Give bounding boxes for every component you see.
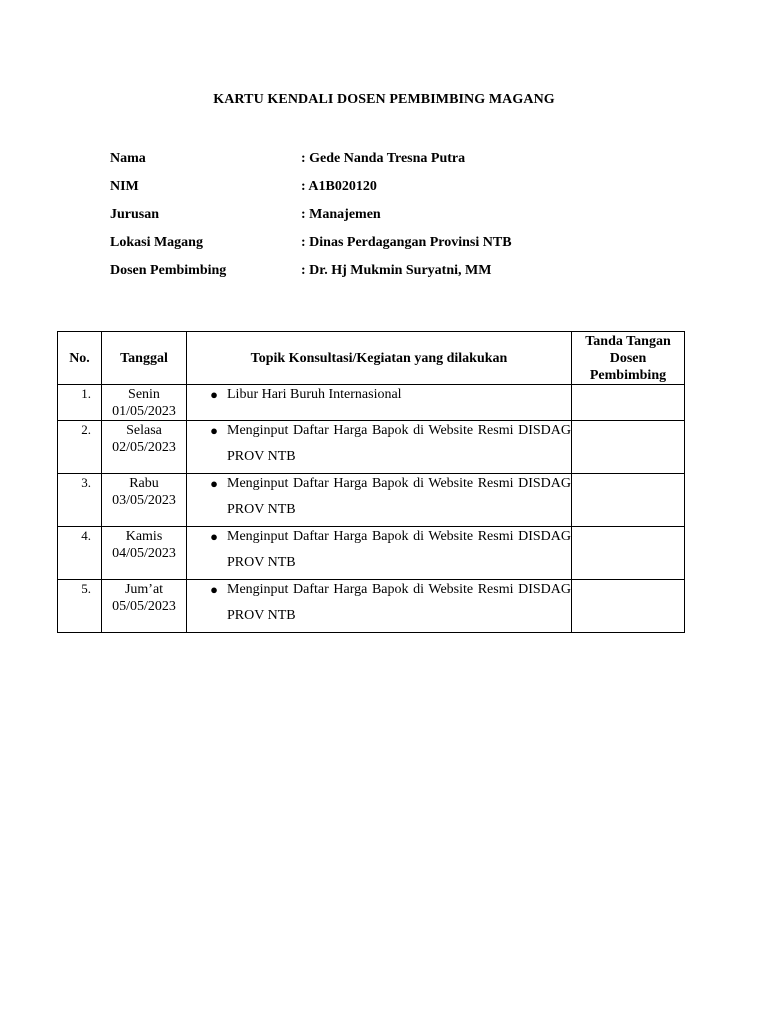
info-row-nim xyxy=(110,173,512,201)
row-number: 3. xyxy=(58,474,102,527)
topic-item xyxy=(187,422,571,472)
consultation-table xyxy=(57,331,685,633)
student-info xyxy=(110,145,512,285)
info-value: : Dinas Perdagangan Provinsi NTB xyxy=(301,235,512,250)
row-day: Selasa xyxy=(126,423,162,438)
header-signature: Tanda Tangan Dosen Pembimbing xyxy=(572,332,685,385)
topic-item xyxy=(187,386,571,405)
topic-text: Menginput Daftar Harga Bapok di Website Resmi DISDAG PROV NTB xyxy=(227,582,571,623)
signature-cell xyxy=(572,580,685,633)
signature-cell xyxy=(572,421,685,474)
row-topic-cell xyxy=(187,385,572,421)
bullet-icon: ● xyxy=(210,529,218,544)
header-no: No. xyxy=(58,332,102,385)
info-value: : A1B020120 xyxy=(301,179,377,194)
row-number: 2. xyxy=(58,421,102,474)
info-label: Nama xyxy=(110,151,146,166)
table-row xyxy=(58,527,685,580)
table-header-row xyxy=(58,332,685,385)
row-date: 02/05/2023 xyxy=(112,440,176,455)
row-date-cell xyxy=(102,527,187,580)
topic-text: Menginput Daftar Harga Bapok di Website Resmi DISDAG PROV NTB xyxy=(227,423,571,464)
info-row-dosen xyxy=(110,257,512,285)
row-topic-cell xyxy=(187,474,572,527)
topic-text: Libur Hari Buruh Internasional xyxy=(227,387,402,402)
info-row-jurusan xyxy=(110,201,512,229)
row-date-cell xyxy=(102,580,187,633)
topic-item xyxy=(187,581,571,631)
row-date: 05/05/2023 xyxy=(112,599,176,614)
info-label: NIM xyxy=(110,179,139,194)
header-date: Tanggal xyxy=(102,332,187,385)
topic-text: Menginput Daftar Harga Bapok di Website Resmi DISDAG PROV NTB xyxy=(227,476,571,517)
bullet-icon: ● xyxy=(210,387,218,402)
info-row-lokasi xyxy=(110,229,512,257)
row-number: 5. xyxy=(58,580,102,633)
row-topic-cell xyxy=(187,421,572,474)
info-value: : Manajemen xyxy=(301,207,381,222)
signature-cell xyxy=(572,474,685,527)
header-topic: Topik Konsultasi/Kegiatan yang dilakukan xyxy=(187,332,572,385)
info-value: : Dr. Hj Mukmin Suryatni, MM xyxy=(301,263,492,278)
info-value: : Gede Nanda Tresna Putra xyxy=(301,151,466,166)
info-label: Lokasi Magang xyxy=(110,235,203,250)
signature-cell xyxy=(572,527,685,580)
topic-item xyxy=(187,475,571,525)
table-row xyxy=(58,474,685,527)
row-number: 4. xyxy=(58,527,102,580)
signature-cell xyxy=(572,385,685,421)
bullet-icon: ● xyxy=(210,423,218,438)
row-day: Rabu xyxy=(129,476,159,491)
row-date-cell xyxy=(102,421,187,474)
table-row xyxy=(58,580,685,633)
row-day: Senin xyxy=(128,387,160,402)
row-topic-cell xyxy=(187,527,572,580)
bullet-icon: ● xyxy=(210,582,218,597)
row-day: Jum’at xyxy=(124,582,164,597)
topic-item xyxy=(187,528,571,578)
row-date: 03/05/2023 xyxy=(112,493,176,508)
row-number: 1. xyxy=(58,385,102,421)
document-title: KARTU KENDALI DOSEN PEMBIMBING MAGANG xyxy=(213,92,555,107)
row-day: Kamis xyxy=(125,529,163,544)
row-date: 04/05/2023 xyxy=(112,546,176,561)
table-row xyxy=(58,421,685,474)
row-date-cell xyxy=(102,385,187,421)
row-date-cell xyxy=(102,474,187,527)
row-date: 01/05/2023 xyxy=(112,404,176,419)
table-row xyxy=(58,385,685,421)
info-label: Jurusan xyxy=(110,207,160,222)
info-label: Dosen Pembimbing xyxy=(110,263,227,278)
topic-text: Menginput Daftar Harga Bapok di Website Resmi DISDAG PROV NTB xyxy=(227,529,571,570)
row-topic-cell xyxy=(187,580,572,633)
info-row-nama xyxy=(110,145,512,173)
bullet-icon: ● xyxy=(210,476,218,491)
